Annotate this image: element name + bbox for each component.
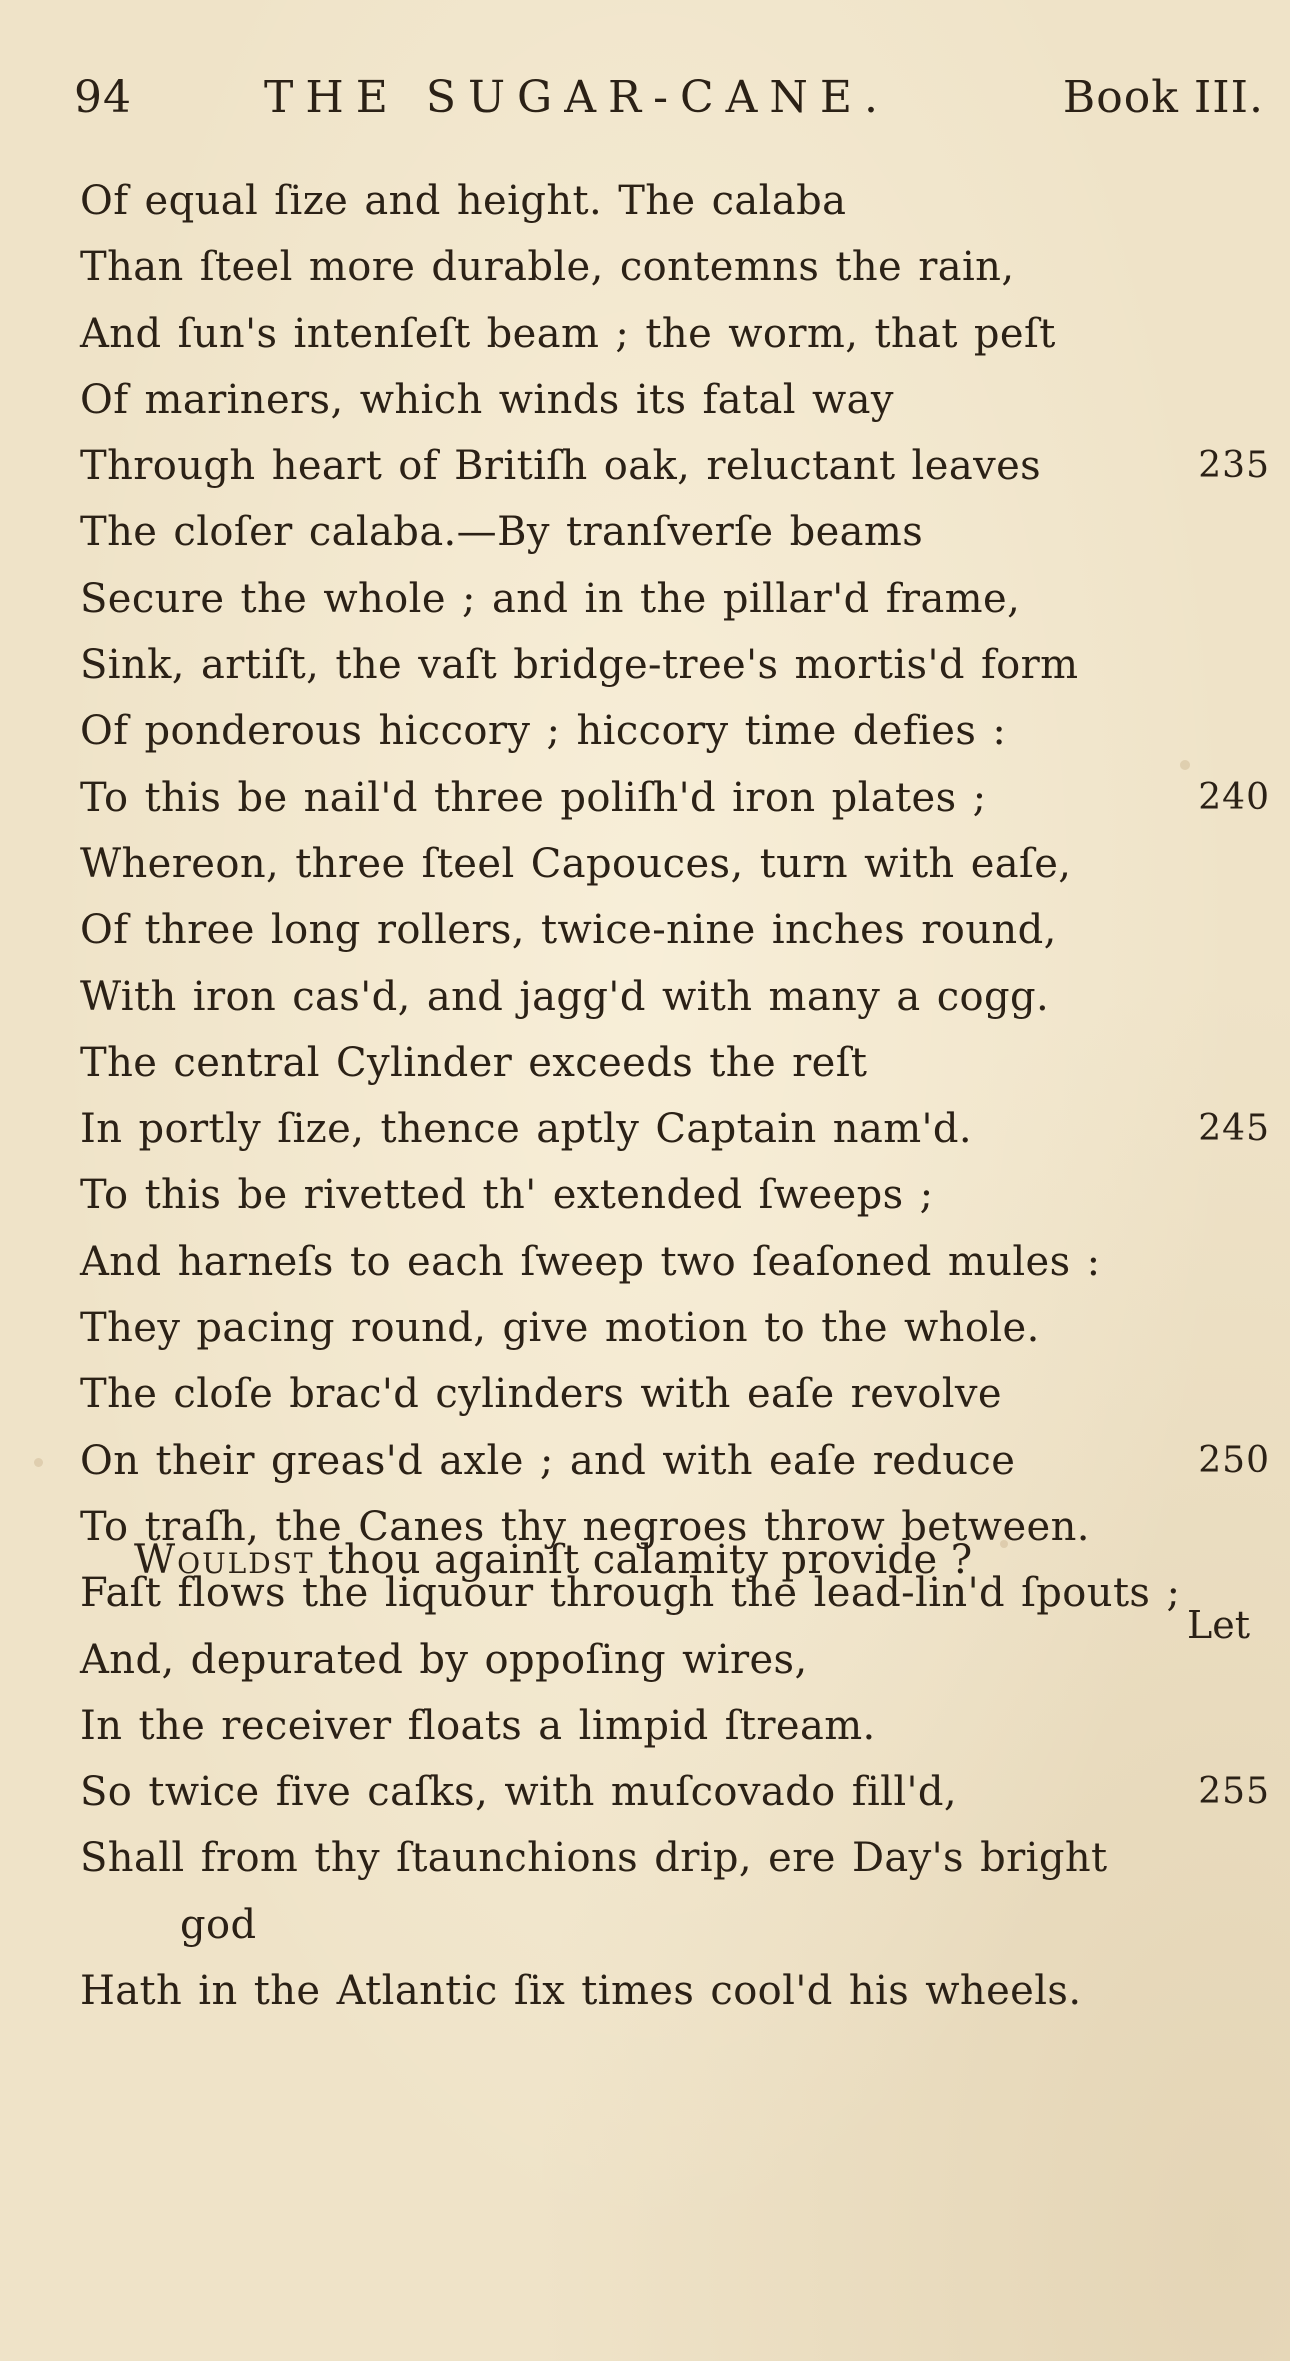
poem-line-text: In the receiver floats a limpid ſtream.: [80, 1702, 876, 1749]
poem-line-text: Faſt flows the liquour through the lead-lin'd ſpouts ;: [80, 1570, 1181, 1617]
poem-line: [80, 698, 1270, 764]
poem-line-text: Hath in the Atlantic ſix times cool'd his wheels.: [80, 1968, 1082, 2015]
poem-line: [80, 1096, 1270, 1162]
poem-line: [80, 1361, 1270, 1427]
poem-line: [80, 433, 1270, 499]
poem-line: [80, 1162, 1270, 1228]
poem-line-text: The cloſer calaba.—By tranſverſe beams: [80, 509, 924, 556]
poem-line: [80, 499, 1270, 565]
poem-line: [80, 1229, 1270, 1295]
page-header: [74, 66, 1264, 136]
line-number: 255: [1198, 1771, 1270, 1813]
poem-line-text: Of ponderous hiccory ; hiccory time defies :: [80, 708, 1007, 755]
poem-line: [80, 897, 1270, 963]
poem-line-text: And ſun's intenſeſt beam ; the worm, that peſt: [80, 310, 1056, 357]
poem-line: [80, 1759, 1270, 1825]
catchword: Let: [1187, 1603, 1250, 1647]
poem-line-text: Through heart of Britiſh oak, reluctant leaves: [80, 443, 1042, 490]
poem-line-text: They pacing round, give motion to the whole.: [80, 1305, 1040, 1352]
paragraph-text: thou againſt calamity provide ?: [314, 1537, 973, 1583]
poem-line-text: The central Cylinder exceeds the reſt: [80, 1039, 868, 1086]
page-number: 94: [74, 72, 132, 123]
poem-line: [80, 234, 1270, 300]
poem-line-text: On their greas'd axle ; and with eaſe reduce: [80, 1437, 1016, 1484]
poem-line-text: So twice five caſks, with muſcovado fill'd,: [80, 1769, 958, 1816]
poem-line-text: To this be nail'd three poliſh'd iron plates ;: [80, 774, 987, 821]
poem-line: [80, 1030, 1270, 1096]
book-label: Book III.: [1062, 72, 1264, 123]
paragraph-lead-word: Wouldst: [134, 1537, 315, 1583]
poem-line: [80, 301, 1270, 367]
poem-line-text: Whereon, three ſteel Capouces, turn with eaſe,: [80, 840, 1072, 887]
poem-line-text: Of mariners, which winds its fatal way: [80, 376, 894, 423]
poem-line-text: To this be rivetted th' extended ſweeps ;: [80, 1172, 934, 1219]
poem-line: [80, 168, 1270, 234]
poem-line: [80, 367, 1270, 433]
poem-line-text: The cloſe brac'd cylinders with eaſe revolve: [80, 1371, 1003, 1418]
line-number: 240: [1198, 776, 1270, 818]
poem-text: [80, 168, 1270, 2024]
poem-line-text: god: [180, 1901, 257, 1948]
poem-line-text: Of three long rollers, twice-nine inches round,: [80, 907, 1057, 954]
poem-line-text: And harneſs to each ſweep two ſeaſoned mules :: [80, 1238, 1101, 1285]
poem-line-text: In portly ſize, thence aptly Captain nam'd.: [80, 1106, 973, 1153]
poem-line: [80, 1958, 1270, 2024]
foxing-spot: [34, 1458, 43, 1467]
poem-line: [80, 632, 1270, 698]
poem-line: [80, 831, 1270, 897]
new-paragraph-line: [134, 1537, 973, 1583]
poem-line: [80, 1892, 1270, 1958]
poem-line-text: Than ſteel more durable, contemns the rain,: [80, 244, 1015, 291]
running-title: THE SUGAR-CANE.: [264, 72, 891, 123]
poem-line: [80, 964, 1270, 1030]
poem-line: [80, 1825, 1270, 1891]
poem-line-text: Secure the whole ; and in the pillar'd frame,: [80, 575, 1021, 622]
poem-line-text: Of equal ſize and height. The calaba: [80, 178, 847, 224]
poem-line: [80, 1428, 1270, 1494]
poem-line-text: Shall from thy ſtaunchions drip, ere Day's bright: [80, 1835, 1108, 1882]
poem-line: [80, 1627, 1270, 1693]
line-number: 250: [1198, 1439, 1270, 1481]
poem-line-text: And, depurated by oppoſing wires,: [80, 1636, 808, 1683]
poem-line-text: With iron cas'd, and jagg'd with many a cogg.: [80, 973, 1050, 1020]
poem-line: [80, 1693, 1270, 1759]
poem-line-text: To traſh, the Canes thy negroes throw between.: [80, 1503, 1090, 1550]
poem-line: [80, 1295, 1270, 1361]
poem-line-text: Sink, artiſt, the vaſt bridge-tree's mortis'd form: [80, 642, 1079, 689]
line-number: 235: [1198, 445, 1270, 487]
poem-line: [80, 566, 1270, 632]
line-number: 245: [1198, 1108, 1270, 1150]
poem-line: [80, 765, 1270, 831]
